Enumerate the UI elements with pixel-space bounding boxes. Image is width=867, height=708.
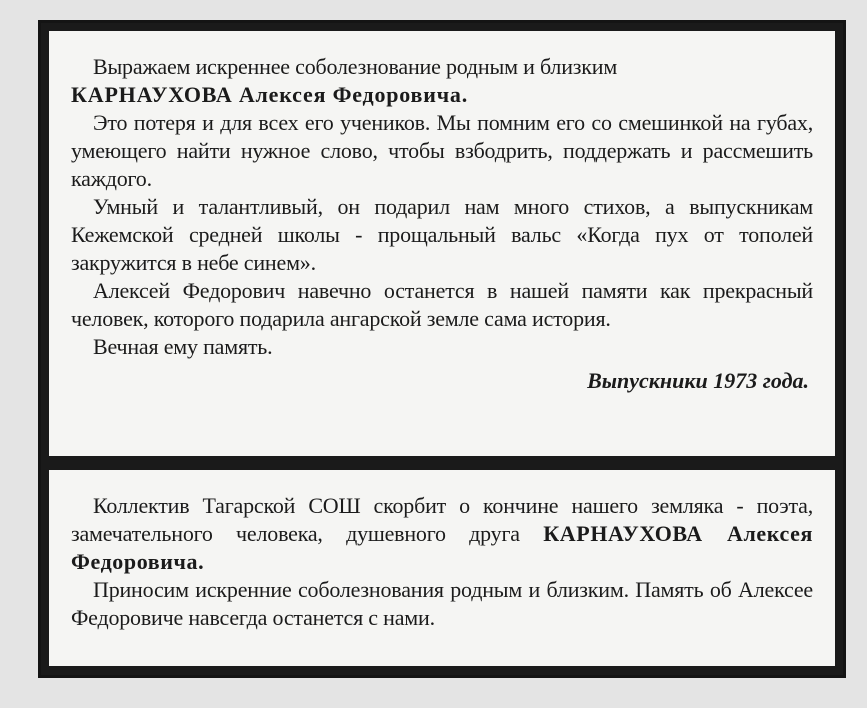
- condolence-notice-graduates: [49, 31, 835, 456]
- paragraph-memory: Алексей Федорович навечно останется в нашей памяти как прекрасный человек, которого подарила ангарской земле сама история.: [71, 278, 813, 331]
- newspaper-clipping: [38, 20, 846, 678]
- paragraph-poems: Умный и талантливый, он подарил нам много стихов, а выпускникам Кежемской средней школы - прощальный вальс «Когда пух от тополей закружится в небе синем».: [71, 194, 813, 275]
- paragraph-students: Это потеря и для всех его учеников. Мы помним его со смешинкой на губах, умеющего найти нужное слово, чтобы взбодрить, поддержать и рассмешить каждого.: [71, 110, 813, 191]
- signature-graduates: Выпускники 1973 года.: [587, 368, 809, 393]
- condolence-notice-school: [49, 470, 835, 666]
- notice-intro-school: [71, 492, 813, 576]
- paragraph-condolences: Приносим искренние соболезнования родным и близким. Память об Алексее Федоровиче навсегда останется с нами.: [71, 577, 813, 630]
- deceased-name-school: КАРНАУХОВА Алексея Федоровича.: [71, 521, 813, 574]
- notice-divider: [41, 456, 843, 470]
- paragraph-eternal-memory: Вечная ему память.: [93, 334, 273, 359]
- intro-text-school: Коллектив Тагарской СОШ скорбит о кончине нашего земляка - поэта, замечательного человека, душевного друга: [71, 493, 813, 546]
- intro-text: Выражаем искреннее соболезнование родным и близким: [93, 54, 618, 79]
- deceased-name: КАРНАУХОВА Алексея Федоровича.: [71, 82, 469, 107]
- notice-intro: [71, 53, 813, 109]
